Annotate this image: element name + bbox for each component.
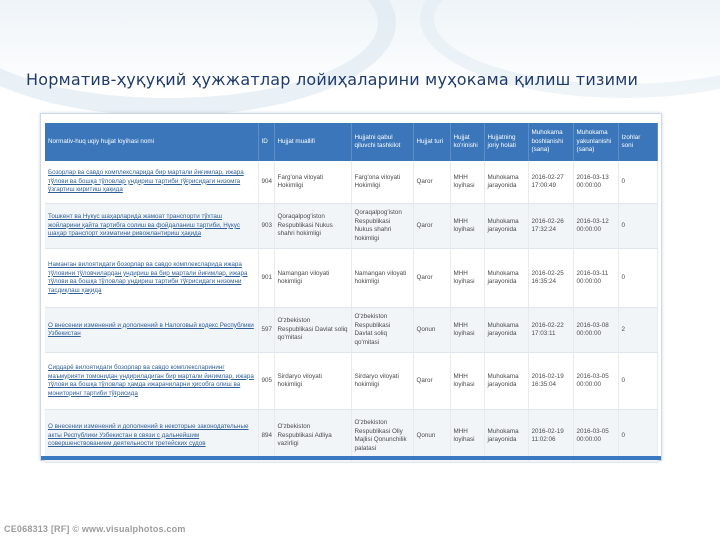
document-type: Qaror <box>413 353 450 410</box>
discussion-end-date: 2016-03-05 00:00:00 <box>573 410 618 463</box>
comment-count: 0 <box>618 410 657 463</box>
document-status: Muhokama jarayonida <box>484 308 528 353</box>
document-view: MHH loyihasi <box>450 161 484 204</box>
column-header-view[interactable]: Hujjat ko'rinishi <box>450 123 484 161</box>
discussion-end-date: 2016-03-11 00:00:00 <box>573 249 618 308</box>
discussion-end-date: 2016-03-08 00:00:00 <box>573 308 618 353</box>
document-receiver: Farg'ona viloyati Hokimligi <box>351 161 413 204</box>
document-id: 903 <box>258 204 274 249</box>
discussion-start-date: 2016-02-19 11:02:06 <box>528 410 573 463</box>
column-header-start-date[interactable]: Muhokama boshlanishi (sana) <box>528 123 573 161</box>
document-author: Namangan viloyati hokimligi <box>274 249 351 308</box>
discussion-end-date: 2016-03-13 00:00:00 <box>573 161 618 204</box>
document-author: Sirdaryo viloyati hokimligi <box>274 353 351 410</box>
document-type: Qaror <box>413 249 450 308</box>
document-status: Muhokama jarayonida <box>484 161 528 204</box>
document-view: MHH loyihasi <box>450 249 484 308</box>
comment-count: 0 <box>618 204 657 249</box>
discussion-start-date: 2016-02-19 16:35:04 <box>528 353 573 410</box>
comment-count: 0 <box>618 161 657 204</box>
document-status: Muhokama jarayonida <box>484 353 528 410</box>
document-view: MHH loyihasi <box>450 353 484 410</box>
document-receiver: Sirdaryo viloyati hokimligi <box>351 353 413 410</box>
document-receiver: O'zbekiston Respublikasi Oliy Majlisi Qonunchilik palatasi <box>351 410 413 463</box>
panel-bottom-bar <box>41 456 661 460</box>
column-header-type[interactable]: Hujjat turi <box>413 123 450 161</box>
table-row[interactable] <box>45 410 657 463</box>
document-author: Qoraqalpog'iston Respublikasi Nukus shahri hokimligi <box>274 204 351 249</box>
table-header-row <box>45 123 657 161</box>
column-header-id[interactable]: ID <box>258 123 274 161</box>
document-view: MHH loyihasi <box>450 308 484 353</box>
discussion-start-date: 2016-02-22 17:03:11 <box>528 308 573 353</box>
stock-watermark: CE068313 [RF] © www.visualphotos.com <box>4 524 186 534</box>
column-header-title[interactable]: Normativ-huq uqiy hujjat loyihasi nomi <box>45 123 258 161</box>
document-type: Qonun <box>413 308 450 353</box>
document-author: O'zbekiston Respublikasi Adliya vazirligi <box>274 410 351 463</box>
table-row[interactable] <box>45 161 657 204</box>
documents-table <box>45 123 658 463</box>
discussion-end-date: 2016-03-05 00:00:00 <box>573 353 618 410</box>
document-author: O'zbekiston Respublikasi Davlat soliq qo'mitasi <box>274 308 351 353</box>
column-header-status[interactable]: Hujjatning joriy holati <box>484 123 528 161</box>
decorative-curve <box>0 0 396 116</box>
document-receiver: O'zbekiston Respublikasi Davlat soliq qo'mitasi <box>351 308 413 353</box>
table-row[interactable] <box>45 308 657 353</box>
document-author: Farg'ona viloyati Hokimligi <box>274 161 351 204</box>
document-title-link[interactable]: Наманган вилоятидаги бозорлар ва савдо комплексларида ижара тўловини тўловчилардан ундириш ва бир мартали йиғимлар, ижара тўлови ва бошқа тўловлар ундириш тартиби тўғрисидаги низомни тасдиқлаш ҳақида <box>45 249 258 308</box>
document-id: 904 <box>258 161 274 204</box>
discussion-start-date: 2016-02-26 17:32:24 <box>528 204 573 249</box>
comment-count: 0 <box>618 249 657 308</box>
document-status: Muhokama jarayonida <box>484 410 528 463</box>
document-id: 901 <box>258 249 274 308</box>
column-header-comments[interactable]: Izohlar soni <box>618 123 657 161</box>
document-receiver: Namangan viloyati hokimligi <box>351 249 413 308</box>
document-view: MHH loyihasi <box>450 204 484 249</box>
document-title-link[interactable]: Сирдарё вилоятидаги бозорлар ва савдо комплексларининг маъмурияти томонидан ундириладиган бир мартали йиғимлар, ижара тўлови ва бошқа тўловлар ҳамда ижарачиларни ҳисобга олиш ва мониторинг тартиби тўғрисида <box>45 353 258 410</box>
table-row[interactable] <box>45 353 657 410</box>
page-title: Норматив-ҳуқуқий ҳужжатлар лойиҳаларини муҳокама қилиш тизими <box>26 70 639 89</box>
document-title-link[interactable]: О внесении изменений и дополнений в некоторые законодательные акты Республики Узбекистан в связи с дальнейшим совершенствованием деятельности третейских судов <box>45 410 258 463</box>
document-type: Qaror <box>413 161 450 204</box>
documents-table-panel <box>40 113 662 461</box>
comment-count: 0 <box>618 353 657 410</box>
discussion-end-date: 2016-03-12 00:00:00 <box>573 204 618 249</box>
document-title-link[interactable]: Тошкент ва Нукус шаҳарларида жамоат транспорти тўхташ жойларини қайта тартибга солиш ва фойдаланиш тартиби, Нукус шаҳар транспорт хизматини ривожлантириш ҳақида <box>45 204 258 249</box>
document-status: Muhokama jarayonida <box>484 249 528 308</box>
comment-count: 2 <box>618 308 657 353</box>
document-type: Qaror <box>413 204 450 249</box>
discussion-start-date: 2016-02-27 17:00:49 <box>528 161 573 204</box>
document-id: 597 <box>258 308 274 353</box>
document-status: Muhokama jarayonida <box>484 204 528 249</box>
document-id: 905 <box>258 353 274 410</box>
table-row[interactable] <box>45 249 657 308</box>
discussion-start-date: 2016-02-25 16:35:24 <box>528 249 573 308</box>
column-header-author[interactable]: Hujjat muallifi <box>274 123 351 161</box>
document-type: Qonun <box>413 410 450 463</box>
column-header-receiver[interactable]: Hujjatni qabul qiluvchi tashkilot <box>351 123 413 161</box>
document-id: 894 <box>258 410 274 463</box>
document-view: MHH loyihasi <box>450 410 484 463</box>
document-receiver: Qoraqalpog'iston Respublikasi Nukus shahri hokimligi <box>351 204 413 249</box>
document-title-link[interactable]: О внесении изменений и дополнений в Налоговый кодекс Республики Узбекистан <box>45 308 258 353</box>
document-title-link[interactable]: Бозорлар ва савдо комплексларида бир мартали йиғимлар, ижара тўлови ва бошқа тўловлар ундириш тартиби тўғрисидаги низомга ўзгартиш киритиш ҳақида <box>45 161 258 204</box>
column-header-end-date[interactable]: Muhokama yakunlanishi (sana) <box>573 123 618 161</box>
table-row[interactable] <box>45 204 657 249</box>
